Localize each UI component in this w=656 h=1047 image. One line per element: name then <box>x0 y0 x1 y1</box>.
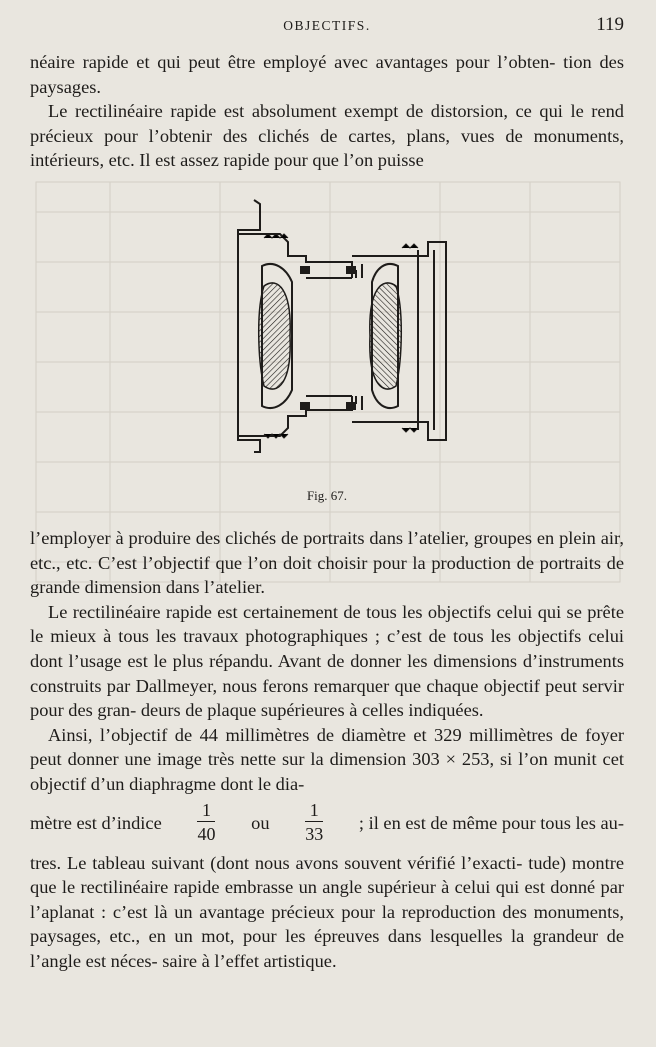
fraction-numerator: 1 <box>201 799 211 820</box>
fraction-numerator: 1 <box>309 799 319 820</box>
text-segment: ou <box>251 813 270 834</box>
text-line: en plein air, etc., etc. C’est l’objectif que l’on doit choisir pour la <box>30 528 624 573</box>
page-header <box>30 14 624 38</box>
fraction-denominator: 33 <box>305 821 323 845</box>
text-line: ferons remarquer que chaque objectif peut servir pour des gran- <box>30 675 624 721</box>
paragraph-continuation <box>30 50 624 99</box>
paragraph-distortion <box>30 99 624 173</box>
text-line: le rend précieux pour l’obtenir des clichés de cartes, plans, vues de <box>30 101 624 146</box>
lens-cross-section-figure <box>202 190 452 490</box>
text-line: Le rectilinéaire rapide est absolument exempt de distorsion, ce qui <box>48 101 563 122</box>
text-line: donner les dimensions d’instruments construits par Dallmeyer, nous <box>30 650 624 696</box>
text-line: saire à l’effet artistique. <box>162 950 337 971</box>
text-line: pour les épreuves dans lesquelles la grandeur de l’angle est néces- <box>30 926 624 971</box>
fraction-denominator: 40 <box>197 821 215 845</box>
fraction-line <box>30 797 624 851</box>
text-line: production de portraits de grande dimension dans l’atelier. <box>30 552 624 598</box>
text-line: tion des paysages. <box>30 52 624 97</box>
text-segment: mètre est d’indice <box>30 813 162 834</box>
paragraph-portraits <box>30 526 624 600</box>
text-line: pour la reproduction des monuments, paysages, etc., en un mot, <box>30 901 624 947</box>
text-line: de foyer peut donner une image très nette sur la dimension <box>30 724 624 770</box>
text-line: 303 × 253, si l’on munit cet objectif d’un diaphragme dont le dia- <box>30 749 624 794</box>
running-title: OBJECTIFS. <box>283 18 371 33</box>
text-below-figure <box>30 526 624 974</box>
figure-caption: Fig. 67. <box>306 488 348 503</box>
text-line: Ainsi, l’objectif de 44 millimètres de diamètre et 329 millimètres <box>48 724 553 745</box>
paragraph-example <box>30 723 624 797</box>
text-segment: ; il en est de même pour tous les au- <box>358 813 624 834</box>
page-number: 119 <box>596 14 624 35</box>
text-line: monuments, intérieurs, etc. Il est assez rapide pour que l’on puisse <box>30 125 624 171</box>
text-line: néaire rapide et qui peut être employé avec avantages pour l’obten- <box>30 52 556 72</box>
text-line: deurs de plaque supérieures à celles indiquées. <box>140 700 484 721</box>
fraction-one-thirty-third <box>305 799 323 845</box>
text-line: tres. Le tableau suivant (dont nous avons souvent vérifié l’exacti- <box>30 852 523 873</box>
text-line: tude) montre que le rectilinéaire rapide embrasse un angle supérieur <box>30 852 624 898</box>
paragraph-usage <box>30 600 624 723</box>
fraction-one-fortieth <box>197 799 215 845</box>
text-above-figure <box>30 50 624 173</box>
paragraph-example-continued <box>30 851 624 974</box>
text-line: tous les objectifs celui dont l’usage est le plus répandu. Avant de <box>30 626 625 671</box>
text-line: qui se prête le mieux à tous les travaux photographiques ; c’est de <box>30 601 624 647</box>
text-line: à celui qui est donné par l’aplanat : c’est là un avantage précieux <box>30 877 624 922</box>
text-line: l’employer à produire des clichés de portraits dans l’atelier, groupes <box>30 528 533 548</box>
text-line: Le rectilinéaire rapide est certainement de tous les objectifs celui <box>48 601 533 622</box>
